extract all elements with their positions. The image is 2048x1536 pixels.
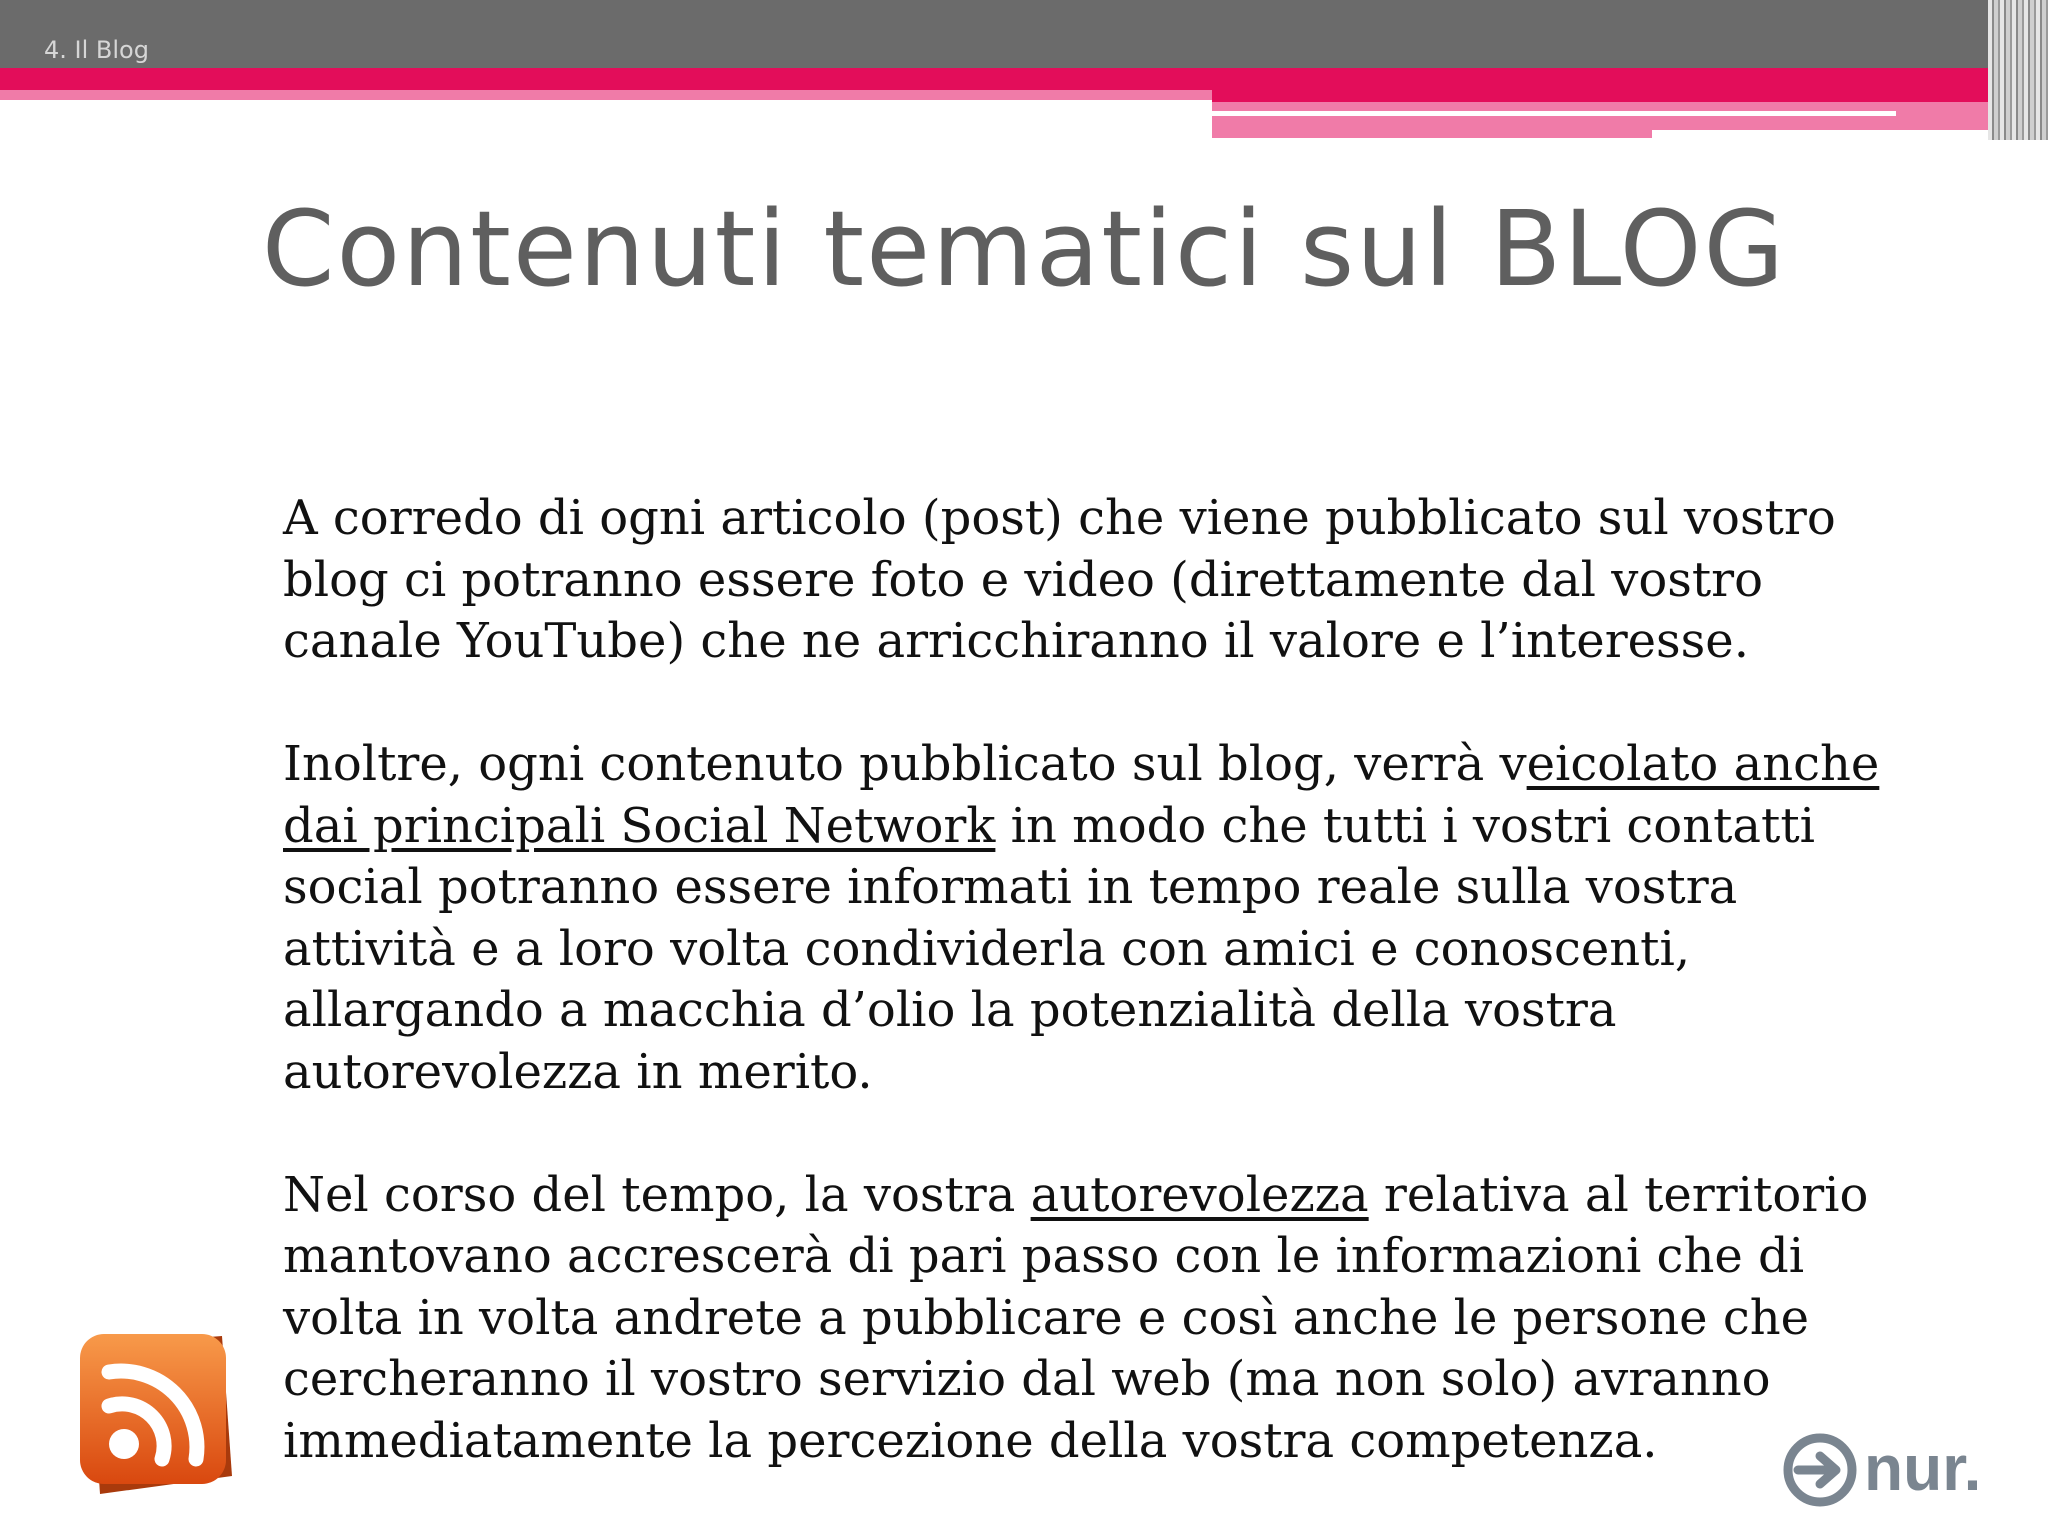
paragraph-2-end: in modo che tutti i vostri contatti social potranno essere informati in tempo reale sulla vostra attività e a loro volta condividerla con amici e conoscenti, allargando a macchia d’olio la potenzialità della vostra autorevolezza in merito. (283, 797, 1815, 1100)
pink-band (0, 68, 1212, 90)
slide-title: Contenuti tematici sul BLOG (261, 188, 1787, 310)
paragraph-1 (283, 488, 1883, 673)
corner-stripes (1988, 0, 2048, 140)
slide-body (283, 488, 1883, 1534)
paragraph-1-text: A corredo di ogni articolo (post) che viene pubblicato sul vostro blog ci potranno essere foto e video (direttamente dal vostro canale YouTube) che ne arricchiranno il valore e l’interesse. (283, 490, 1836, 669)
paragraph-3-underlined: autorevolezza (1030, 1166, 1369, 1223)
pink-band-right (1212, 68, 2048, 102)
pink-band-light (0, 90, 1212, 100)
paragraph-3-end: relativa al territorio mantovano accrescerà di pari passo con le informazioni che di volta in volta andrete a pubblicare e così anche le persone che cercheranno il vostro servizio dal web (ma non solo) avranno immediatamente la percezione della vostra competenza. (283, 1166, 1869, 1469)
pink-band-right-light (1212, 102, 1652, 138)
paragraph-3 (283, 1165, 1883, 1473)
paragraph-2-start: Inoltre, ogni contenuto pubblicato sul blog, verrà v (283, 736, 1527, 792)
paragraph-2 (283, 734, 1883, 1103)
nur-logo-text: nur. (1864, 1432, 1982, 1504)
nur-logo (1780, 1420, 2000, 1520)
section-label: 4. Il Blog (44, 36, 149, 64)
top-bar (0, 0, 2048, 68)
paragraph-3-start: Nel corso del tempo, la vostra (283, 1166, 1031, 1223)
white-divider-line (1212, 111, 1896, 116)
rss-feed-icon (72, 1326, 242, 1506)
paragraph-2-underlined: eicolato anche dai principali Social Network (283, 736, 1880, 854)
